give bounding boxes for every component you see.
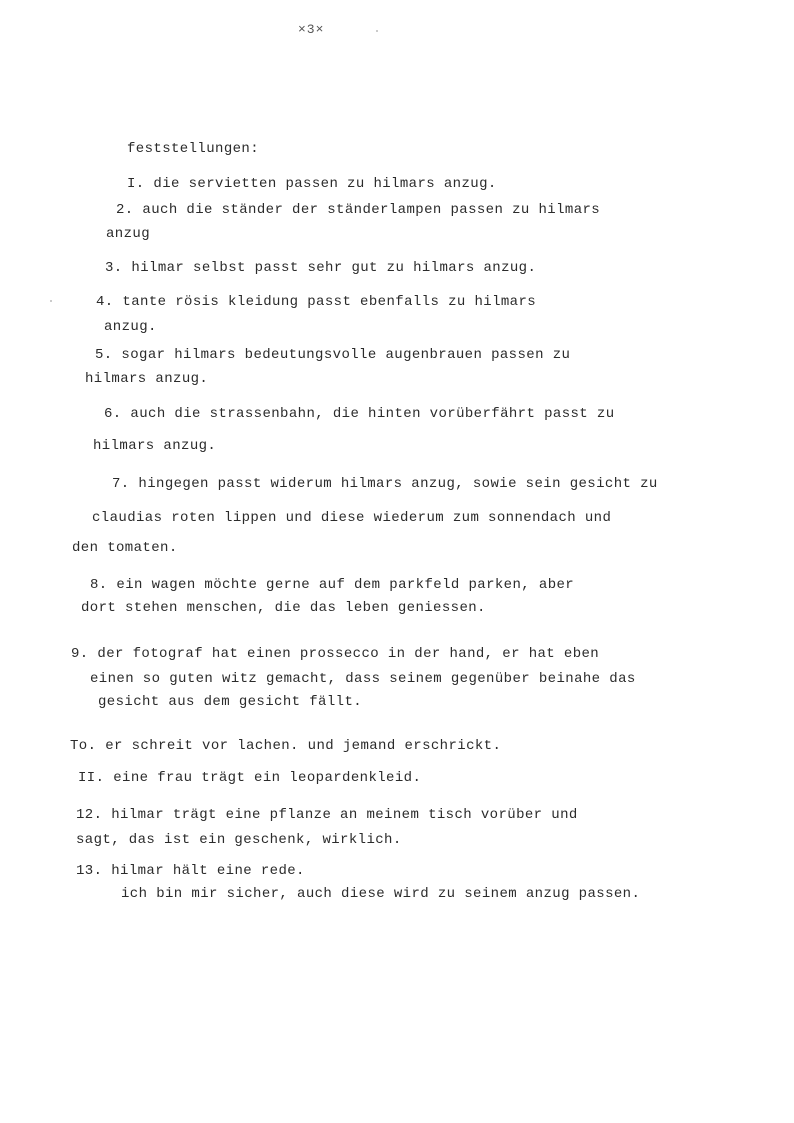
item-number: 12. <box>76 807 103 823</box>
item-text: hilmar hält eine rede. <box>111 863 305 879</box>
item-text-continued: hilmars anzug. <box>93 438 217 454</box>
list-item <box>95 347 570 363</box>
list-item <box>96 294 536 310</box>
item-text-continued: claudias roten lippen und diese wiederum zum sonnendach und <box>92 510 612 526</box>
item-text-continued: gesicht aus dem gesicht fällt. <box>98 694 363 710</box>
item-number: 5. <box>95 347 113 363</box>
list-item <box>76 807 578 823</box>
item-text: sogar hilmars bedeutungsvolle augenbrauen passen zu <box>121 347 571 363</box>
item-number: 6. <box>104 406 122 422</box>
list-item <box>76 863 305 879</box>
item-text: tante rösis kleidung passt ebenfalls zu hilmars <box>122 294 537 310</box>
item-number: I. <box>127 176 145 192</box>
item-number: 8. <box>90 577 108 593</box>
item-number: 2. <box>116 202 134 218</box>
item-text-continued: einen so guten witz gemacht, dass seinem gegenüber beinahe das <box>90 671 636 687</box>
item-text: hilmar trägt eine pflanze an meinem tisch vorüber und <box>111 807 578 823</box>
item-text-continued: sagt, das ist ein geschenk, wirklich. <box>76 832 402 848</box>
heading: feststellungen: <box>127 141 260 157</box>
item-text: auch die strassenbahn, die hinten vorüberfährt passt zu <box>130 406 615 422</box>
item-text: hingegen passt widerum hilmars anzug, sowie sein gesicht zu <box>138 476 658 492</box>
item-text: die servietten passen zu hilmars anzug. <box>153 176 497 192</box>
list-item <box>90 577 574 593</box>
item-text-continued: anzug. <box>104 319 157 335</box>
item-text-continued: dort stehen menschen, die das leben geniessen. <box>81 600 486 616</box>
item-number: 13. <box>76 863 103 879</box>
item-text: eine frau trägt ein leopardenkleid. <box>113 770 422 786</box>
item-number: 9. <box>71 646 89 662</box>
list-item <box>71 646 599 662</box>
list-item <box>78 770 421 786</box>
item-text: hilmar selbst passt sehr gut zu hilmars anzug. <box>131 260 537 276</box>
item-text-continued: hilmars anzug. <box>85 371 209 387</box>
list-item <box>116 202 600 218</box>
margin-speck <box>376 30 378 32</box>
item-text: auch die ständer der ständerlampen passen zu hilmars <box>142 202 601 218</box>
item-number: 3. <box>105 260 123 276</box>
item-number: To. <box>70 738 97 754</box>
item-text-continued: den tomaten. <box>72 540 178 556</box>
item-number: 4. <box>96 294 114 310</box>
item-text-continued: anzug <box>106 226 151 242</box>
item-text-continued: ich bin mir sicher, auch diese wird zu seinem anzug passen. <box>121 886 641 902</box>
list-item <box>70 738 501 754</box>
item-text: er schreit vor lachen. und jemand erschrickt. <box>105 738 502 754</box>
item-text: ein wagen möchte gerne auf dem parkfeld parken, aber <box>116 577 575 593</box>
item-text: der fotograf hat einen prossecco in der hand, er hat eben <box>97 646 600 662</box>
list-item <box>105 260 536 276</box>
list-item <box>104 406 615 422</box>
page-number: ×3× <box>298 22 325 37</box>
list-item <box>112 476 658 492</box>
item-number: II. <box>78 770 105 786</box>
list-item <box>127 176 497 192</box>
item-number: 7. <box>112 476 130 492</box>
margin-speck <box>50 300 52 302</box>
